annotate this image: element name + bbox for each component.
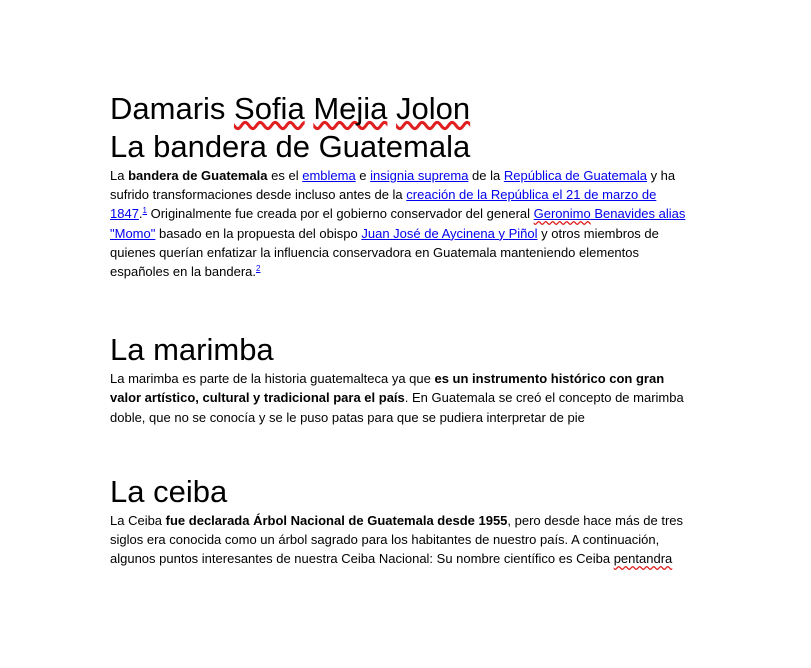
text-run: La Ceiba bbox=[110, 512, 166, 528]
author-last-name-1: Mejia bbox=[313, 91, 388, 126]
section-bandera bbox=[110, 128, 690, 281]
text-run: Originalmente fue creada por el gobierno conservador del general bbox=[147, 206, 534, 222]
link-republica-de-guatemala[interactable]: República de Guatemala bbox=[503, 168, 647, 183]
link-creacion-republica[interactable]: creación de la República el 21 de marzo de 1847 bbox=[110, 187, 657, 222]
text-run: e bbox=[355, 168, 371, 183]
text-run: y ha sufrido transformaciones desde incluso antes de la bbox=[110, 168, 676, 203]
text-run: La marimba es parte de la historia guatemalteca ya que bbox=[110, 371, 435, 387]
text-run: de la bbox=[468, 168, 504, 183]
footnote-link-2[interactable]: 2 bbox=[256, 264, 261, 274]
paragraph-bandera bbox=[110, 166, 690, 281]
text-run: y otros miembros de quienes querían enfatizar la influencia conservadora en Guatemala manteniendo elementos españoles en la bandera. bbox=[110, 225, 659, 280]
heading-marimba: La marimba bbox=[110, 332, 274, 368]
paragraph-ceiba bbox=[110, 511, 690, 569]
footnote-link-1[interactable]: 1 bbox=[142, 206, 147, 216]
link-insignia-suprema[interactable]: insignia suprema bbox=[370, 168, 469, 183]
footnote-ref-2[interactable] bbox=[256, 264, 260, 273]
link-part[interactable]: Piñol bbox=[508, 225, 538, 241]
bold-run: bandera de Guatemala bbox=[128, 168, 268, 183]
text-run: . En Guatemala se creó el concepto de marimba doble, que no se conocía y se le puso patas para que se pudiera interpretar de pie bbox=[110, 390, 684, 425]
link-part[interactable]: y bbox=[494, 225, 509, 241]
section-marimba bbox=[110, 331, 690, 427]
bold-run: es un instrumento histórico con gran valor artístico, cultural y tradicional para el país bbox=[110, 371, 665, 406]
paragraph-marimba bbox=[110, 369, 690, 427]
author-middle-name: Sofia bbox=[234, 91, 305, 126]
section-ceiba bbox=[110, 473, 690, 569]
spacer bbox=[110, 281, 690, 331]
author-last-name-2: Jolon bbox=[396, 91, 471, 126]
heading-bandera: La bandera de Guatemala bbox=[110, 129, 471, 164]
link-part[interactable]: Aycinena bbox=[441, 225, 495, 241]
heading-ceiba: La ceiba bbox=[110, 473, 228, 509]
author-first-name: Damaris bbox=[110, 91, 226, 126]
text-run: La bbox=[110, 168, 129, 183]
text-run: , pero desde hace más de tres siglos era conocida como un árbol sagrado para los habitantes de nuestro país. A continuación, algunos puntos interesantes de nuestra Ceiba Nacional: Su nombre científico es Ceiba bbox=[110, 512, 684, 567]
text-run: basado en la propuesta del obispo bbox=[155, 225, 362, 241]
bold-run: fue declarada Árbol Nacional de Guatemala desde 1955 bbox=[165, 512, 508, 528]
link-part[interactable]: Geronimo bbox=[533, 206, 591, 222]
text-run: . bbox=[138, 206, 143, 222]
spacer bbox=[110, 427, 690, 473]
link-part[interactable]: Juan José de bbox=[361, 225, 442, 241]
link-juan-jose-aycinena[interactable] bbox=[361, 226, 537, 241]
link-emblema[interactable]: emblema bbox=[302, 168, 356, 183]
document-page bbox=[110, 90, 690, 568]
misspelled-word: pentandra bbox=[613, 551, 673, 567]
link-part[interactable]: Benavides alias "Momo" bbox=[110, 206, 686, 241]
document-title bbox=[110, 90, 690, 128]
text-run: es el bbox=[267, 168, 303, 183]
